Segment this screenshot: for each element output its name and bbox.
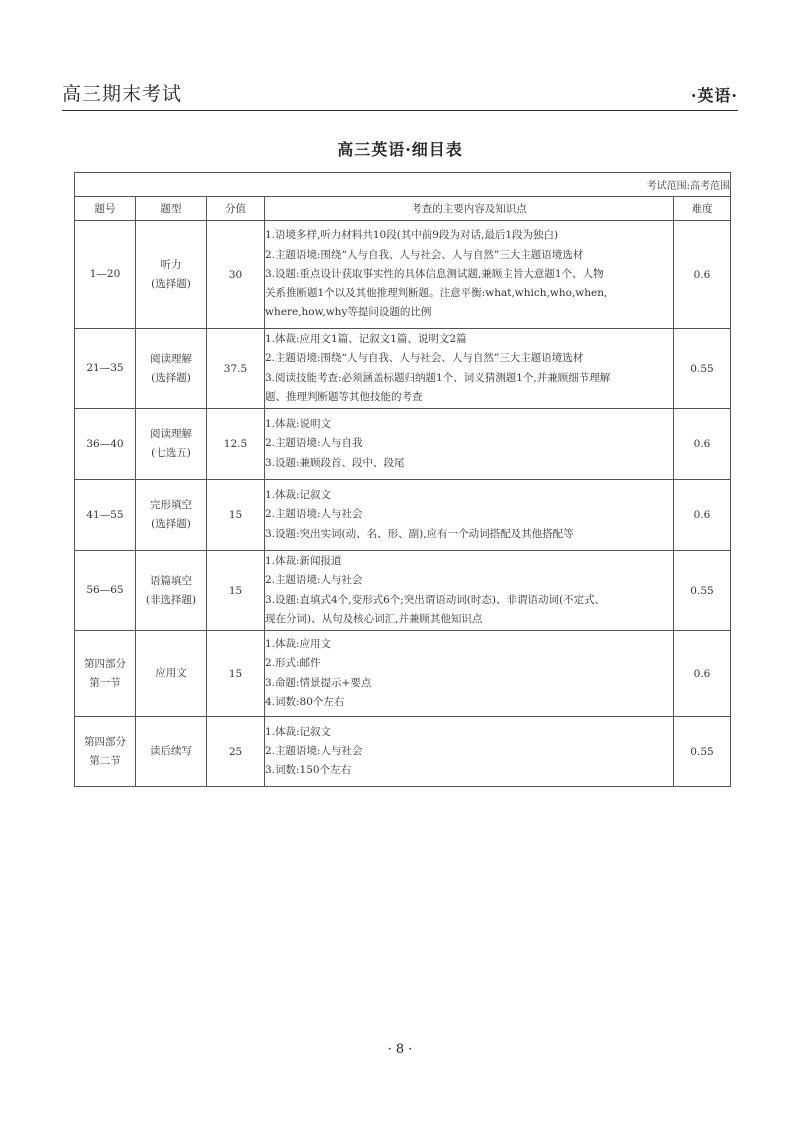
question-type: 完形填空 (选择题) (136, 480, 207, 551)
page-title: 高三英语·细目表 (337, 140, 463, 159)
question-type: 应用文 (136, 631, 207, 717)
content-description: 1.语境多样,听力材料共10段(其中前9段为对话,最后1段为独白) 2.主题语境:围绕“人与自我、人与社会、人与自然”三大主题语境选材 3.设题:重点设计获取事实性的具体信息测试题,兼顾主旨大意题1个、人物 关系推断题1个以及其他推理判断题。注意平衡:what,which,who,when, where,how,why等提问设题的比例 (265, 221, 674, 329)
exam-name: 高三期末考试 (62, 83, 183, 105)
score: 12.5 (207, 409, 265, 480)
score: 15 (207, 631, 265, 717)
exam-scope: 考试范围:高考范围 (75, 173, 731, 197)
score: 25 (207, 717, 265, 787)
question-type: 阅读理解 (选择题) (136, 329, 207, 409)
difficulty: 0.6 (674, 409, 731, 480)
subject-label: ·英语· (690, 86, 738, 105)
header-row (75, 197, 731, 221)
column-header: 分值 (207, 197, 265, 221)
difficulty: 0.6 (674, 631, 731, 717)
content-description: 1.体裁:应用文1篇、记叙文1篇、说明文2篇 2.主题语境:围绕“人与自我、人与社会、人与自然”三大主题语境选材 3.阅读技能考查:必须涵盖标题归纳题1个、词义猜测题1个,并兼顾细节理解 题、推理判断题等其他技能的考查 (265, 329, 674, 409)
score: 30 (207, 221, 265, 329)
question-number: 56—65 (75, 551, 136, 631)
column-header: 题型 (136, 197, 207, 221)
spec-table (74, 172, 731, 787)
difficulty: 0.55 (674, 551, 731, 631)
question-number: 第四部分 第一节 (75, 631, 136, 717)
difficulty: 0.55 (674, 329, 731, 409)
question-number: 41—55 (75, 480, 136, 551)
table-row (75, 409, 731, 480)
content-description: 1.体裁:应用文 2.形式:邮件 3.命题:情景提示+要点 4.词数:80个左右 (265, 631, 674, 717)
score: 15 (207, 480, 265, 551)
page-number: · 8 · (387, 1042, 413, 1057)
content-description: 1.体裁:新闻报道 2.主题语境:人与社会 3.设题:直填式4个,变形式6个;突出谓语动词(时态)、非谓语动词(不定式、 现在分词)、从句及核心词汇,并兼顾其他知识点 (265, 551, 674, 631)
column-header: 考查的主要内容及知识点 (265, 197, 674, 221)
question-number: 21—35 (75, 329, 136, 409)
scope-row (75, 173, 731, 197)
column-header: 难度 (674, 197, 731, 221)
content-description: 1.体裁:记叙文 2.主题语境:人与社会 3.词数:150个左右 (265, 717, 674, 787)
table-row (75, 551, 731, 631)
table-row (75, 631, 731, 717)
question-type: 听力 (选择题) (136, 221, 207, 329)
difficulty: 0.6 (674, 480, 731, 551)
column-header: 题号 (75, 197, 136, 221)
question-number: 36—40 (75, 409, 136, 480)
table-row (75, 329, 731, 409)
question-number: 第四部分 第二节 (75, 717, 136, 787)
difficulty: 0.6 (674, 221, 731, 329)
page-header (62, 78, 738, 111)
table-body (75, 221, 731, 787)
content-description: 1.体裁:记叙文 2.主题语境:人与社会 3.设题:突出实词(动、名、形、副),应有一个动词搭配及其他搭配等 (265, 480, 674, 551)
table-row (75, 480, 731, 551)
question-number: 1—20 (75, 221, 136, 329)
score: 37.5 (207, 329, 265, 409)
table-row (75, 717, 731, 787)
question-type: 语篇填空 (非选择题) (136, 551, 207, 631)
score: 15 (207, 551, 265, 631)
difficulty: 0.55 (674, 717, 731, 787)
question-type: 阅读理解 (七选五) (136, 409, 207, 480)
question-type: 读后续写 (136, 717, 207, 787)
content-description: 1.体裁:说明文 2.主题语境:人与自我 3.设题:兼顾段首、段中、段尾 (265, 409, 674, 480)
table-row (75, 221, 731, 329)
